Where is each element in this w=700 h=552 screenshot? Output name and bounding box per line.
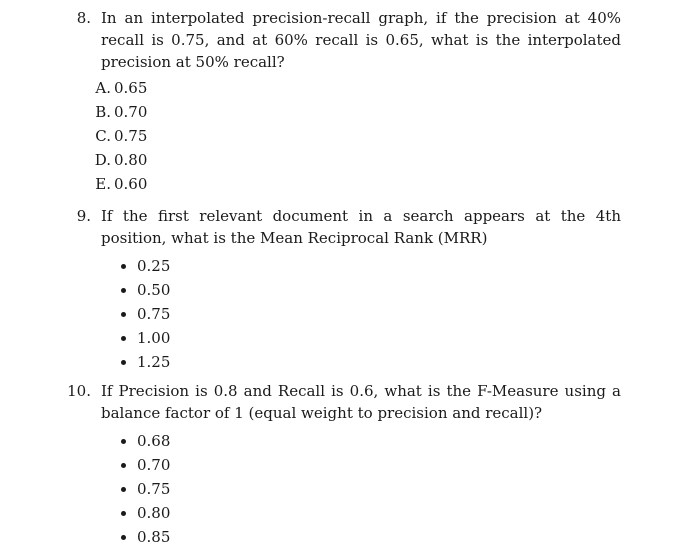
option-value: 0.65 xyxy=(114,79,148,97)
option-value: 0.80 xyxy=(114,151,148,169)
option-e[interactable] xyxy=(87,172,147,196)
option-letter: C. xyxy=(95,127,111,145)
option-b[interactable] xyxy=(87,100,147,124)
option-value: 1.25 xyxy=(137,353,171,371)
option-value: 0.75 xyxy=(137,305,171,323)
option-1[interactable] xyxy=(121,429,170,453)
option-value: 0.68 xyxy=(137,432,171,450)
bullet-icon xyxy=(121,487,126,492)
option-3[interactable] xyxy=(121,477,170,501)
bullet-icon xyxy=(121,288,126,293)
option-value: 0.70 xyxy=(137,456,171,474)
question-number: 9. xyxy=(76,207,91,225)
bullet-icon xyxy=(121,511,126,516)
option-2[interactable] xyxy=(121,278,170,302)
option-1[interactable] xyxy=(121,254,170,278)
option-a[interactable] xyxy=(87,76,147,100)
bullet-icon xyxy=(121,439,126,444)
question-text: If Precision is 0.8 and Recall is 0.6, what is the F-Measure using a balance factor of 1 (equal weight to precision and recall)? xyxy=(101,382,621,422)
option-value: 0.50 xyxy=(137,281,171,299)
option-letter: D. xyxy=(94,151,111,169)
option-5[interactable] xyxy=(121,525,170,549)
option-4[interactable] xyxy=(121,501,170,525)
bullet-icon xyxy=(121,360,126,365)
bullet-icon xyxy=(121,535,126,540)
question-number: 8. xyxy=(76,9,91,27)
question-number: 10. xyxy=(67,382,91,400)
option-4[interactable] xyxy=(121,326,170,350)
option-value: 0.80 xyxy=(137,504,171,522)
option-2[interactable] xyxy=(121,453,170,477)
option-letter: E. xyxy=(95,175,111,193)
option-letter: B. xyxy=(95,103,111,121)
bullet-icon xyxy=(121,463,126,468)
option-value: 0.85 xyxy=(137,528,171,546)
question-text: In an interpolated precision-recall graph, if the precision at 40% recall is 0.75, and at 60% recall is 0.65, what is the interpolated precision at 50% recall? xyxy=(101,9,621,71)
option-c[interactable] xyxy=(87,124,147,148)
option-value: 0.70 xyxy=(114,103,148,121)
bullet-icon xyxy=(121,312,126,317)
bullet-icon xyxy=(121,336,126,341)
option-d[interactable] xyxy=(87,148,147,172)
option-value: 0.75 xyxy=(114,127,148,145)
option-5[interactable] xyxy=(121,350,170,374)
option-value: 0.75 xyxy=(137,480,171,498)
option-3[interactable] xyxy=(121,302,170,326)
option-value: 1.00 xyxy=(137,329,171,347)
option-letter: A. xyxy=(95,79,111,97)
question-text: If the first relevant document in a search appears at the 4th position, what is the Mean Reciprocal Rank (MRR) xyxy=(101,207,621,247)
bullet-icon xyxy=(121,264,126,269)
option-value: 0.25 xyxy=(137,257,171,275)
option-value: 0.60 xyxy=(114,175,148,193)
